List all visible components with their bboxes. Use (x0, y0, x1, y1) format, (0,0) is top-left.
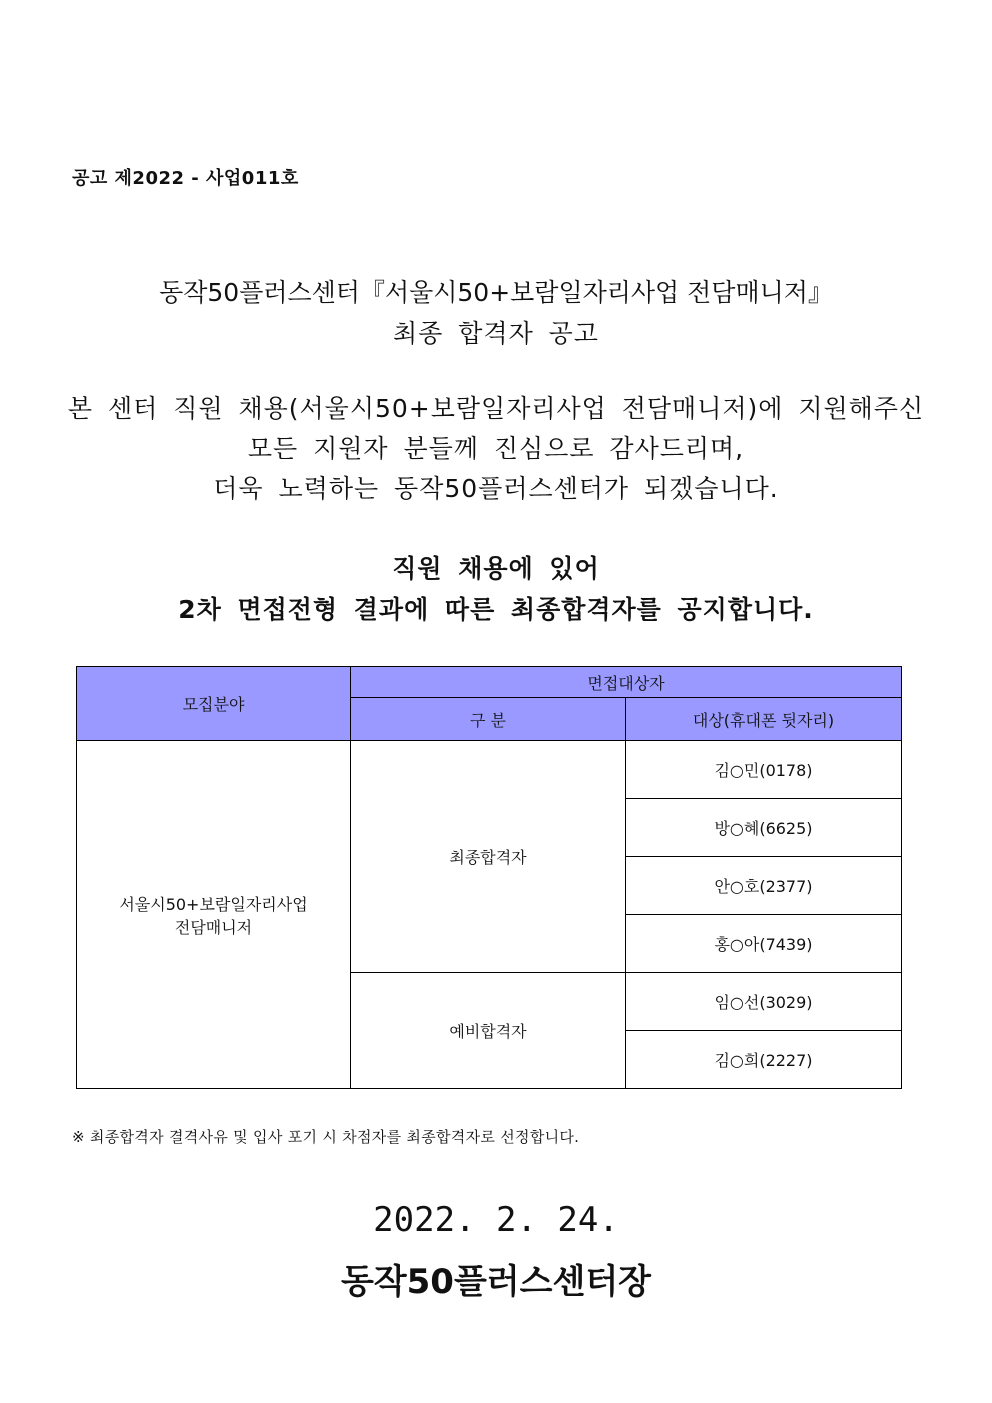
candidate-cell: 안○호(2377) (626, 857, 902, 915)
body-line-2: 모든 지원자 분들께 진심으로 감사드리며, (247, 434, 745, 463)
header-target: 대상(휴대폰 뒷자리) (626, 698, 902, 741)
field-cell (77, 741, 351, 1089)
field-line-1: 서울시50+보람일자리사업 (119, 894, 308, 914)
final-label: 최종합격자 (351, 741, 626, 973)
body-text (0, 389, 992, 509)
signer: 동작50플러스센터장 (340, 1262, 652, 1302)
candidate-cell: 김○희(2227) (626, 1031, 902, 1089)
footnote: ※ 최종합격자 결격사유 및 입사 포기 시 차점자를 최종합격자로 선정합니다. (72, 1128, 580, 1146)
reserve-label: 예비합격자 (351, 973, 626, 1089)
title-line-2: 최종 합격자 공고 (393, 319, 599, 348)
notice-title (0, 272, 992, 354)
candidate-cell: 임○선(3029) (626, 973, 902, 1031)
title-line-1: 동작50플러스센터『서울시50+보람일자리사업 전담매니저』 (159, 278, 833, 307)
notice-date: 2022. 2. 24. (373, 1200, 619, 1240)
announcement-line-2: 2차 면접전형 결과에 따른 최종합격자를 공지합니다. (178, 595, 814, 624)
header-field: 모집분야 (77, 667, 351, 741)
notice-number: 공고 제2022 - 사업011호 (72, 168, 299, 189)
announcement-line-1: 직원 채용에 있어 (392, 554, 600, 583)
body-line-3: 더욱 노력하는 동작50플러스센터가 되겠습니다. (213, 474, 779, 503)
table-row (77, 741, 902, 799)
result-table (76, 666, 902, 1089)
announcement (0, 548, 992, 630)
field-line-2: 전담매니저 (174, 917, 253, 937)
candidate-cell: 홍○아(7439) (626, 915, 902, 973)
candidate-cell: 김○민(0178) (626, 741, 902, 799)
body-line-1: 본 센터 직원 채용(서울시50+보람일자리사업 전담매니저)에 지원해주신 (67, 394, 925, 423)
header-category: 구 분 (351, 698, 626, 741)
header-group: 면접대상자 (351, 667, 902, 698)
candidate-cell: 방○혜(6625) (626, 799, 902, 857)
